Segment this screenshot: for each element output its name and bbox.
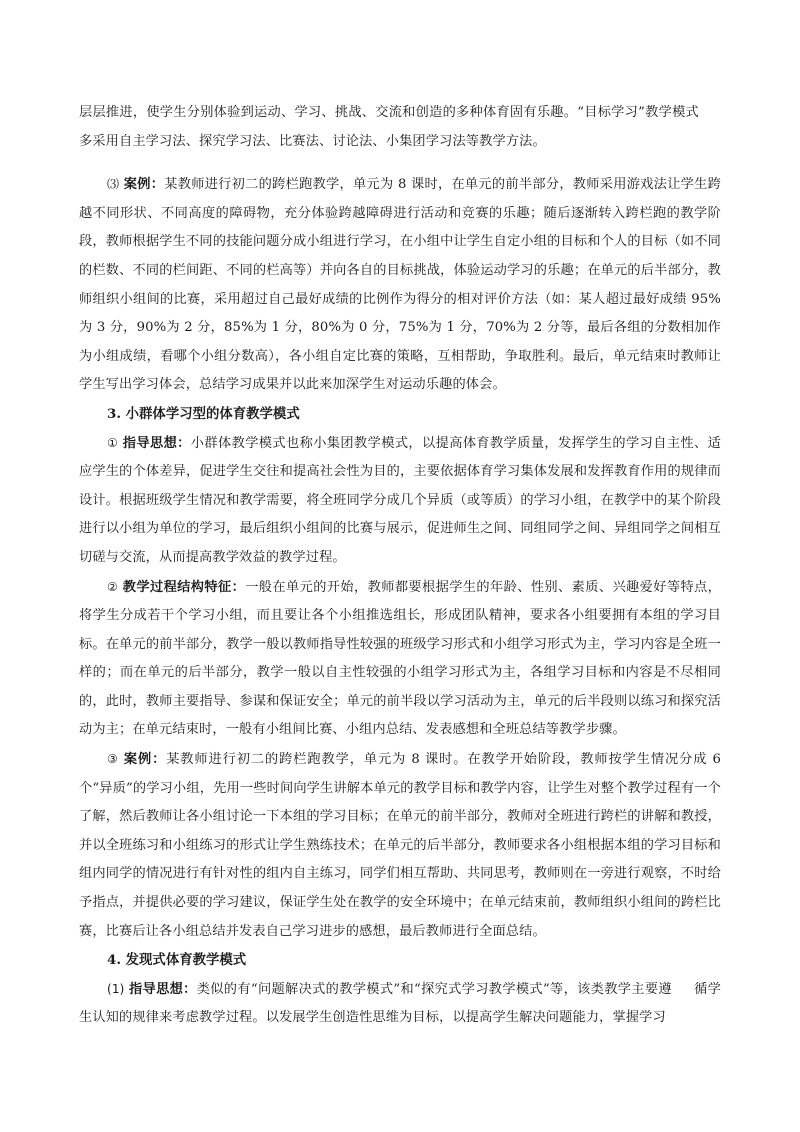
- paragraph-text: 类似的有“问题解决式的教学模式”和“探究式学习教学模式”等，该类教学主要遵: [196, 981, 672, 997]
- paragraph-structure: [79, 573, 721, 746]
- paragraph-text: 某教师进行初二的跨栏跑教学，单元为 8 课时，在单元的前半部分，教师采用游戏法让学生跨越不同形状、不同高度的障碍物，充分体验跨越障碍进行活动和竞赛的乐趣；随后逐渐转入跨栏跑的教学阶段，教师根据学生不同的技能问题分成小组进行学习，在小组中让学生自定小组的目标和个人的目标（如不同的栏数、不同的栏间距、不同的栏高等）并向各自的目标挑战，体验运动学习的乐趣；在单元的后半部分，教师组织小组间的比赛，采用超过自己最好成绩的比例作为得分的相对评价方法（如：某人超过最好成绩 95%为 3 分，90%为 2 分，85%为 1 分，80%为 0 分，75%为 1 分，70%为 2 分等，最后各组的分数相加作为小组成绩，看哪个小组分数高），各小组自定比赛的策略，互相帮助，争取胜利。最后，单元结束时教师让学生写出学习体会，总结学习成果并以此来加深学生对运动乐趣的体会。: [79, 177, 721, 393]
- paragraph-case-2: [79, 745, 721, 946]
- item-label: 案例：: [123, 752, 167, 768]
- paragraph-text: 循学生认知的规律来考虑教学过程。以发展学生创造性思维为目标，以提高学生解决问题能力，掌握学习: [79, 981, 722, 1026]
- item-label: 指导思想：: [122, 435, 191, 451]
- paragraph-text: 层层推进，使学生分别体验到运动、学习、挑战、交流和创造的多种体育固有乐趣。“目标学习”教学模式: [79, 105, 699, 120]
- paragraph-continuation: [79, 99, 721, 156]
- item-number: (1): [107, 981, 125, 996]
- item-number: ②: [107, 579, 119, 594]
- section-heading: 4. 发现式体育教学模式: [107, 952, 247, 969]
- section-heading: 3. 小群体学习型的体育教学模式: [107, 405, 300, 422]
- paragraph-guiding-idea-2: [79, 975, 721, 1033]
- item-number: ③: [107, 752, 119, 767]
- item-number: ⑶: [107, 177, 120, 192]
- paragraph-text: 一般在单元的开始，教师都要根据学生的年龄、性别、素质、兴趣爱好等特点，将学生分成若干个学习小组，而且要让各个小组推选组长，形成团队精神，要求各小组要拥有本组的学习目标。在单元的前半部分，教学一般以教师指导性较强的班级学习形式和小组学习形式为主，学习内容是全班一样的；而在单元的后半部分，教学一般以自主性较强的小组学习形式为主，各组学习目标和内容是不尽相同的，此时，教师主要指导、参谋和保证安全；单元的前半段以学习活动为主，单元的后半段则以练习和探究活动为主；在单元结束时，一般有小组间比赛、小组内总结、发表感想和全班总结等教学步骤。: [79, 579, 721, 738]
- paragraph-text: 多采用自主学习法、探究学习法、比赛法、讨论法、小集团学习法等教学方法。: [79, 133, 546, 149]
- paragraph-case-1: [79, 170, 721, 400]
- item-label: 指导思想：: [129, 981, 197, 997]
- paragraph-guiding-idea: [79, 429, 721, 573]
- paragraph-text: 小群体教学模式也称小集团教学模式，以提高体育教学质量，发挥学生的学习自主性、适应学生的个体差异，促进学生交往和提高社会性为目的，主要依据体育学习集体发展和发挥教育作用的规律而设计。根据班级学生情况和教学需要，将全班同学分成几个异质（或等质）的学习小组，在教学中的某个阶段进行以小组为单位的学习，最后组织小组间的比赛与展示，促进师生之间、同组同学之间、异组同学之间相互切磋与交流，从而提高教学效益的教学过程。: [79, 435, 721, 565]
- item-number: ①: [107, 435, 119, 450]
- item-label: 教学过程结构特征：: [122, 579, 246, 595]
- paragraph-text: 某教师进行初二的跨栏跑教学，单元为 8 课时。在教学开始阶段，教师按学生情况分成 6 个“异质”的学习小组，先用一些时间向学生讲解本单元的教学目标和教学内容，让学生对整个教学过程有一个了解，然后教师让各小组讨论一下本组的学习目标；在单元的前半部分，教师对全班进行跨栏的讲解和教授，并以全班练习和小组练习的形式让学生熟练技术；在单元的后半部分，教师要求各小组根据本组的学习目标和组内同学的情况进行有针对性的组内自主练习，同学们相互帮助、共同思考，教师则在一旁进行观察，不时给予指点，并提供必要的学习建议，保证学生处在教学的安全环境中；在单元结束前，教师组织小组间的跨栏比赛，比赛后让各小组总结并发表自己学习进步的感想，最后教师进行全面总结。: [79, 752, 721, 939]
- document-page: [79, 99, 721, 1033]
- item-label: 案例：: [123, 177, 165, 193]
